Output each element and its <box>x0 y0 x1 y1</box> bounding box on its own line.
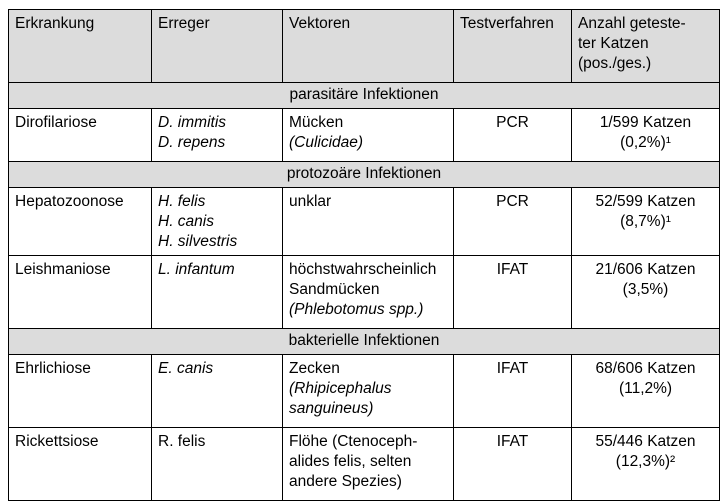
section-row <box>9 329 720 355</box>
vector-line: Zecken <box>289 360 340 377</box>
vector-cell <box>283 428 454 501</box>
count-line: (12,3%)² <box>615 453 676 470</box>
count-line: (3,5%) <box>622 281 669 298</box>
vector-cell <box>283 256 454 329</box>
section-row <box>9 83 720 109</box>
vector-line: unklar <box>289 193 332 210</box>
vector-line: sanguineus) <box>289 400 374 417</box>
pathogen: H. silvestris <box>158 233 238 250</box>
count-line: (8,7%)¹ <box>620 213 671 230</box>
vector-line: andere Spezies) <box>289 473 402 490</box>
count-cell <box>572 109 720 162</box>
header-count-line: (pos./ges.) <box>578 55 652 72</box>
section-title: protozoäre Infektionen <box>9 162 720 188</box>
test-cell: IFAT <box>454 256 572 329</box>
test-cell: PCR <box>454 109 572 162</box>
table-row <box>9 355 720 428</box>
pathogen: D. immitis <box>158 114 227 131</box>
test-cell: IFAT <box>454 355 572 428</box>
test-cell: PCR <box>454 188 572 256</box>
disease-cell: Rickettsiose <box>9 428 152 501</box>
count-cell <box>572 188 720 256</box>
table-row <box>9 256 720 329</box>
vector-line: Sandmücken <box>289 281 380 298</box>
section-row <box>9 162 720 188</box>
disease-cell: Ehrlichiose <box>9 355 152 428</box>
header-row <box>9 10 720 83</box>
count-line: 55/446 Katzen <box>595 433 696 450</box>
pathogen-cell <box>152 256 283 329</box>
count-cell <box>572 355 720 428</box>
count-line: 21/606 Katzen <box>595 261 696 278</box>
pathogen-cell <box>152 188 283 256</box>
header-disease: Erkrankung <box>9 10 152 83</box>
table-row <box>9 188 720 256</box>
header-count <box>572 10 720 83</box>
count-line: (0,2%)¹ <box>620 134 671 151</box>
table-row <box>9 428 720 501</box>
pathogen-cell <box>152 355 283 428</box>
count-cell <box>572 428 720 501</box>
header-pathogen: Erreger <box>152 10 283 83</box>
vector-line: (Phlebotomus spp.) <box>289 301 424 318</box>
disease-cell: Dirofilariose <box>9 109 152 162</box>
vector-line: Flöhe (Ctenoceph- <box>289 433 418 450</box>
header-count-line: ter Katzen <box>578 35 649 52</box>
pathogen: E. canis <box>158 360 214 377</box>
vector-line: (Rhipicephalus <box>289 380 392 397</box>
header-count-line: Anzahl geteste- <box>578 15 686 32</box>
vector-line: (Culicidae) <box>289 134 364 151</box>
table-row <box>9 109 720 162</box>
section-title: bakterielle Infektionen <box>9 329 720 355</box>
count-line: 1/599 Katzen <box>599 114 692 131</box>
section-title: parasitäre Infektionen <box>9 83 720 109</box>
pathogen: L. infantum <box>158 261 235 278</box>
pathogen: D. repens <box>158 134 226 151</box>
count-cell <box>572 256 720 329</box>
pathogen: H. felis <box>158 193 206 210</box>
count-line: 68/606 Katzen <box>595 360 696 377</box>
vector-line: Mücken <box>289 114 344 131</box>
disease-table <box>8 9 720 501</box>
test-cell: IFAT <box>454 428 572 501</box>
pathogen-cell <box>152 428 283 501</box>
vector-cell <box>283 355 454 428</box>
disease-cell: Hepatozoonose <box>9 188 152 256</box>
header-test-method: Testverfahren <box>454 10 572 83</box>
vector-line: alides felis, selten <box>289 453 412 470</box>
pathogen-cell <box>152 109 283 162</box>
header-vectors: Vektoren <box>283 10 454 83</box>
vector-line: höchstwahrscheinlich <box>289 261 437 278</box>
pathogen: H. canis <box>158 213 214 230</box>
count-line: (11,2%) <box>618 380 673 397</box>
vector-cell <box>283 109 454 162</box>
count-line: 52/599 Katzen <box>595 193 696 210</box>
disease-cell: Leishmaniose <box>9 256 152 329</box>
pathogen: R. felis <box>158 433 206 450</box>
vector-cell <box>283 188 454 256</box>
